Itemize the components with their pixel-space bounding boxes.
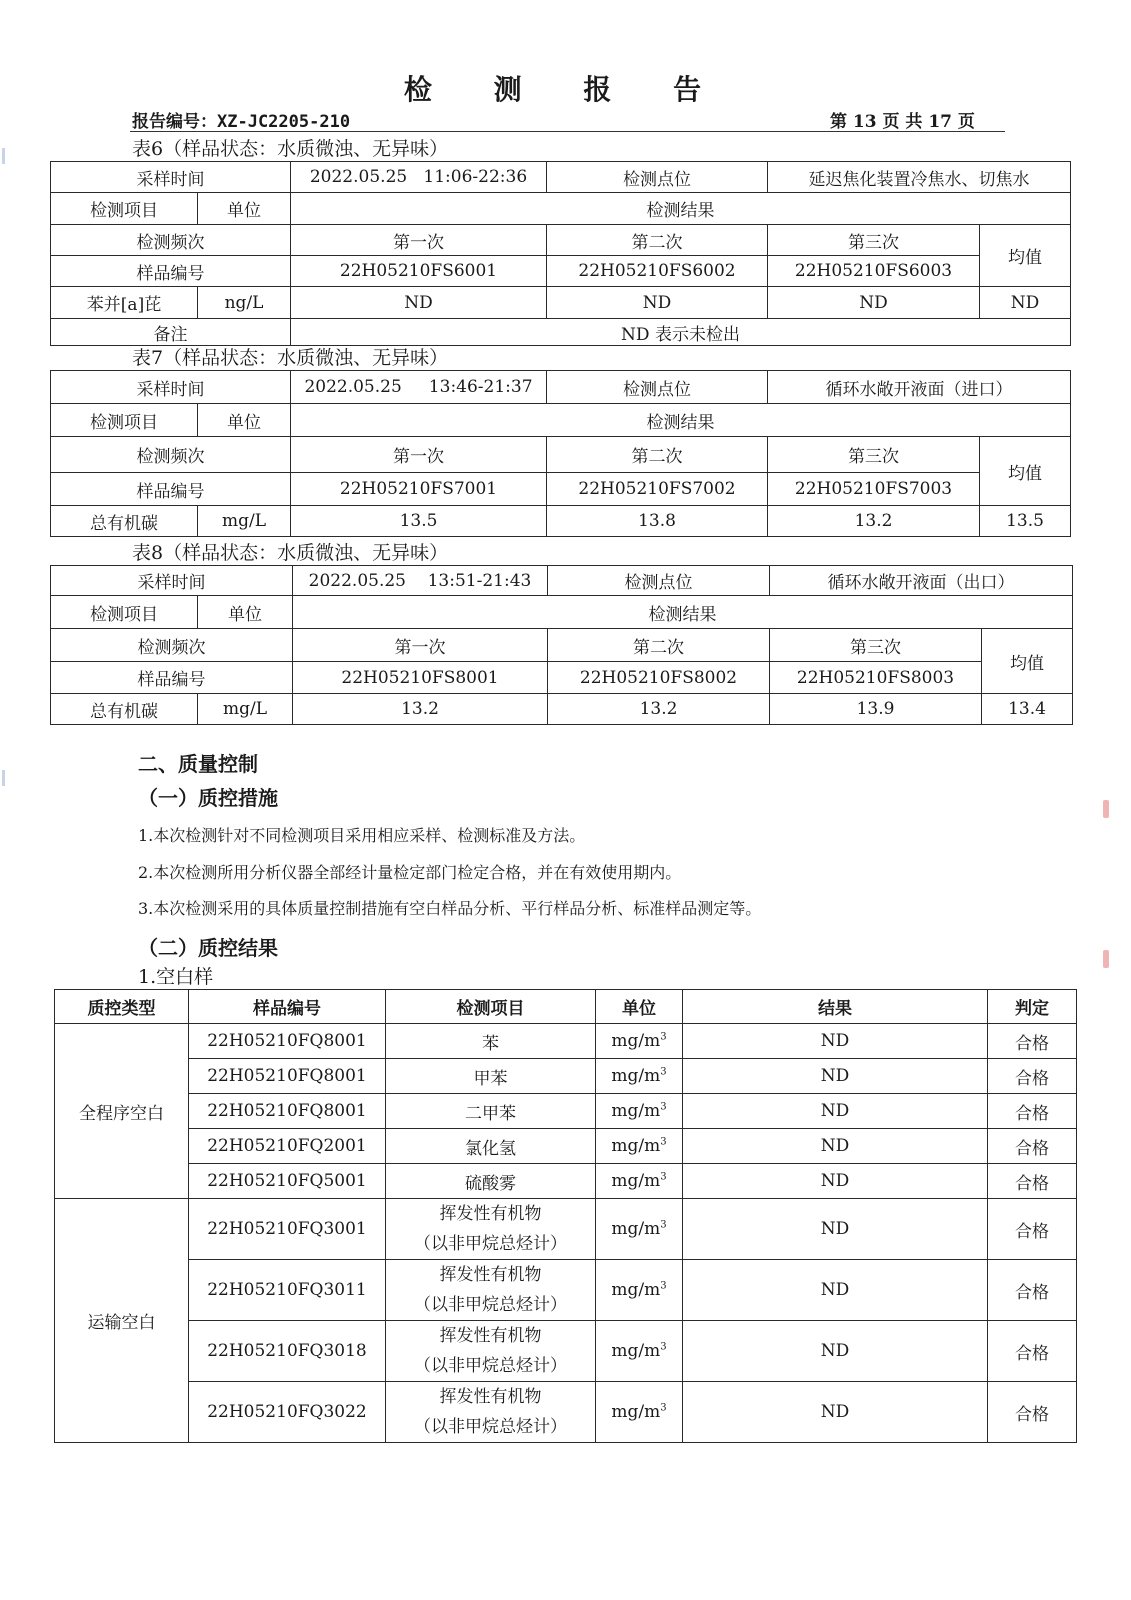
test-item: 硫酸雾 <box>386 1164 596 1199</box>
judgement: 合格 <box>988 1382 1077 1443</box>
label-test-point: 检测点位 <box>547 162 768 193</box>
col-judgement: 判定 <box>988 990 1077 1024</box>
test-item: 挥发性有机物 （以非甲烷总烃计） <box>386 1321 596 1382</box>
value-2: 13.8 <box>547 506 768 537</box>
sampling-time: 2022.05.25 11:06-22:36 <box>291 162 547 193</box>
sample-number: 22H05210FQ8001 <box>189 1024 386 1059</box>
label-test-point: 检测点位 <box>547 371 768 404</box>
unit: $mg/m^3$ <box>596 1059 683 1094</box>
page-title: 检 测 报 告 <box>403 73 728 106</box>
label-unit: 单位 <box>228 604 262 625</box>
test-item: 总有机碳 <box>51 506 198 536</box>
result: ND <box>683 1129 988 1164</box>
label-frequency: 检测频次 <box>51 629 293 662</box>
label-frequency: 检测频次 <box>51 225 291 256</box>
test-item: 苯 <box>386 1024 596 1059</box>
table-8-caption: 表8（样品状态：水质微浊、无异味） <box>132 542 449 564</box>
value-2: ND <box>547 287 768 319</box>
table-row <box>55 1199 1077 1260</box>
sample-2: 22H05210FS7002 <box>547 473 768 506</box>
sample-number: 22H05210FQ3022 <box>189 1382 386 1443</box>
label-test-item: 检测项目 <box>51 404 198 436</box>
freq-3: 第三次 <box>768 437 980 473</box>
label-sampling-time: 采样时间 <box>51 162 291 193</box>
unit: ng/L <box>224 292 264 313</box>
sampling-time: 2022.05.25 13:46-21:37 <box>291 371 547 404</box>
table-7-caption: 表7（样品状态：水质微浊、无异味） <box>132 347 449 369</box>
label-sample-number: 样品编号 <box>51 473 291 506</box>
label-remark: 备注 <box>51 319 291 346</box>
label-test-result: 检测结果 <box>291 193 1071 225</box>
test-item: 氯化氢 <box>386 1129 596 1164</box>
value-2: 13.2 <box>548 694 770 725</box>
page-info: 第 13 页 共 17 页 <box>830 112 975 132</box>
remark: ND 表示未检出 <box>291 319 1071 346</box>
value-1: 13.5 <box>291 506 547 537</box>
sample-2: 22H05210FS6002 <box>547 256 768 287</box>
test-point: 循环水敞开液面（进口） <box>768 371 1071 404</box>
judgement: 合格 <box>988 1164 1077 1199</box>
freq-3: 第三次 <box>768 225 980 256</box>
label-test-item: 检测项目 <box>51 596 198 628</box>
test-item: 挥发性有机物 （以非甲烷总烃计） <box>386 1260 596 1321</box>
unit: mg/L <box>221 511 267 531</box>
judgement: 合格 <box>988 1024 1077 1059</box>
sample-number: 22H05210FQ2001 <box>189 1129 386 1164</box>
col-sample-number: 样品编号 <box>189 990 386 1024</box>
judgement: 合格 <box>988 1260 1077 1321</box>
result: ND <box>683 1199 988 1260</box>
table-row <box>55 1321 1077 1382</box>
test-item: 总有机碳 <box>51 694 198 724</box>
average-value: 13.5 <box>980 506 1071 537</box>
sample-number: 22H05210FQ3018 <box>189 1321 386 1382</box>
label-test-result: 检测结果 <box>293 596 1073 629</box>
table-row <box>55 1094 1077 1129</box>
sample-number: 22H05210FQ3001 <box>189 1199 386 1260</box>
judgement: 合格 <box>988 1129 1077 1164</box>
unit: $mg/m^3$ <box>596 1129 683 1164</box>
col-unit: 单位 <box>596 990 683 1024</box>
stamp-edge <box>1103 950 1109 968</box>
qc-results-heading: （二）质控结果 <box>138 936 278 960</box>
freq-2: 第二次 <box>547 437 768 473</box>
average-value: ND <box>980 287 1071 319</box>
stamp-edge <box>1103 800 1109 818</box>
label-unit: 单位 <box>227 201 261 221</box>
sample-number: 22H05210FQ8001 <box>189 1094 386 1129</box>
test-point: 延迟焦化装置冷焦水、切焦水 <box>768 162 1071 193</box>
freq-1: 第一次 <box>293 629 548 662</box>
freq-1: 第一次 <box>291 225 547 256</box>
quality-control-heading: 二、质量控制 <box>138 752 258 776</box>
blank-sample-heading: 1.空白样 <box>138 966 214 988</box>
freq-1: 第一次 <box>291 437 547 473</box>
col-result: 结果 <box>683 990 988 1024</box>
scan-mark <box>2 148 5 164</box>
qc-measures-heading: （一）质控措施 <box>138 786 278 810</box>
sampling-time: 2022.05.25 13:51-21:43 <box>293 566 548 596</box>
unit: $mg/m^3$ <box>596 1382 683 1443</box>
table-row <box>55 1164 1077 1199</box>
label-test-point: 检测点位 <box>548 566 770 596</box>
qc-type: 全程序空白 <box>55 1024 189 1199</box>
value-3: 13.9 <box>770 694 982 725</box>
sample-3: 22H05210FS6003 <box>768 256 980 287</box>
label-test-item: 检测项目 <box>51 193 198 224</box>
qc-type: 运输空白 <box>55 1199 189 1443</box>
result: ND <box>683 1164 988 1199</box>
freq-3: 第三次 <box>770 629 982 662</box>
label-average: 均值 <box>980 437 1071 506</box>
unit: mg/L <box>222 699 268 719</box>
judgement: 合格 <box>988 1094 1077 1129</box>
test-item: 挥发性有机物 （以非甲烷总烃计） <box>386 1382 596 1443</box>
test-item: 二甲苯 <box>386 1094 596 1129</box>
label-sampling-time: 采样时间 <box>51 566 293 596</box>
judgement: 合格 <box>988 1321 1077 1382</box>
unit: $mg/m^3$ <box>596 1024 683 1059</box>
sample-1: 22H05210FS6001 <box>291 256 547 287</box>
qc-measure-1: 1.本次检测针对不同检测项目采用相应采样、检测标准及方法。 <box>138 826 586 845</box>
col-qc-type: 质控类型 <box>55 990 189 1024</box>
result: ND <box>683 1059 988 1094</box>
sample-number: 22H05210FQ3011 <box>189 1260 386 1321</box>
value-3: ND <box>768 287 980 319</box>
value-3: 13.2 <box>768 506 980 537</box>
value-1: ND <box>291 287 547 319</box>
unit: $mg/m^3$ <box>596 1199 683 1260</box>
qc-measure-3: 3.本次检测采用的具体质量控制措施有空白样品分析、平行样品分析、标准样品测定等。 <box>138 899 762 918</box>
sample-1: 22H05210FS7001 <box>291 473 547 506</box>
sample-number: 22H05210FQ8001 <box>189 1059 386 1094</box>
sample-1: 22H05210FS8001 <box>293 662 548 694</box>
report-number: 报告编号：XZ-JC2205-210 <box>132 112 351 132</box>
result: ND <box>683 1024 988 1059</box>
judgement: 合格 <box>988 1199 1077 1260</box>
test-item: 挥发性有机物 （以非甲烷总烃计） <box>386 1199 596 1260</box>
qc-measure-2: 2.本次检测所用分析仪器全部经计量检定部门检定合格，并在有效使用期内。 <box>138 863 682 882</box>
label-sampling-time: 采样时间 <box>51 371 291 404</box>
unit: $mg/m^3$ <box>596 1321 683 1382</box>
blank-sample-table <box>54 989 1077 1443</box>
test-item: 苯并[a]芘 <box>51 287 198 318</box>
table-row <box>55 1024 1077 1059</box>
label-average: 均值 <box>980 225 1071 287</box>
test-point: 循环水敞开液面（出口） <box>770 566 1073 596</box>
sample-2: 22H05210FS8002 <box>548 662 770 694</box>
sample-3: 22H05210FS7003 <box>768 473 980 506</box>
result: ND <box>683 1260 988 1321</box>
unit: $mg/m^3$ <box>596 1164 683 1199</box>
value-1: 13.2 <box>293 694 548 725</box>
freq-2: 第二次 <box>548 629 770 662</box>
table-7 <box>50 370 1071 537</box>
unit: $mg/m^3$ <box>596 1094 683 1129</box>
freq-2: 第二次 <box>547 225 768 256</box>
label-unit: 单位 <box>227 412 261 433</box>
label-sample-number: 样品编号 <box>51 662 293 694</box>
table-8 <box>50 565 1073 725</box>
col-test-item: 检测项目 <box>386 990 596 1024</box>
table-6-caption: 表6（样品状态：水质微浊、无异味） <box>132 138 449 160</box>
label-sample-number: 样品编号 <box>51 256 291 287</box>
result: ND <box>683 1382 988 1443</box>
table-row <box>55 1260 1077 1321</box>
sample-number: 22H05210FQ5001 <box>189 1164 386 1199</box>
sample-3: 22H05210FS8003 <box>770 662 982 694</box>
table-row <box>55 1129 1077 1164</box>
label-test-result: 检测结果 <box>291 404 1071 437</box>
table-6 <box>50 161 1071 346</box>
scan-mark <box>2 770 5 786</box>
table-row <box>55 1382 1077 1443</box>
label-average: 均值 <box>982 629 1073 694</box>
result: ND <box>683 1321 988 1382</box>
test-item: 甲苯 <box>386 1059 596 1094</box>
result: ND <box>683 1094 988 1129</box>
unit: $mg/m^3$ <box>596 1260 683 1321</box>
average-value: 13.4 <box>982 694 1073 725</box>
table-row <box>55 1059 1077 1094</box>
judgement: 合格 <box>988 1059 1077 1094</box>
label-frequency: 检测频次 <box>51 437 291 473</box>
header-divider <box>130 131 1005 132</box>
